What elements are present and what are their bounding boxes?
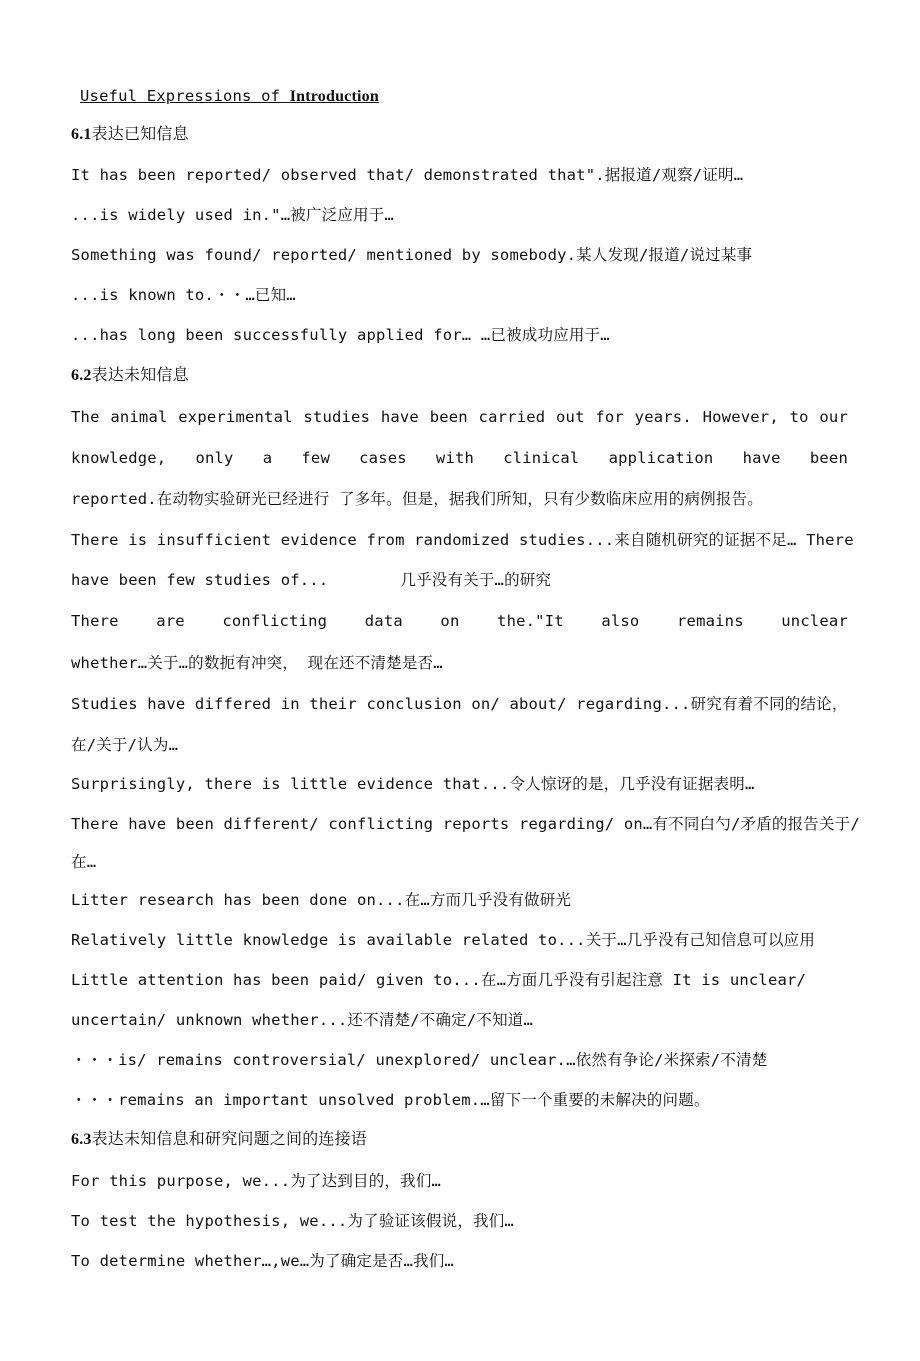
- section-heading-6-2: [71, 364, 189, 388]
- text-line: There are conflicting data on the."It also remains unclear: [71, 612, 848, 630]
- text-fragment: have been few studies of...: [71, 571, 329, 589]
- section-number: 6.3: [71, 1131, 92, 1148]
- section-number: 6.2: [71, 367, 92, 384]
- section-heading-6-3: [71, 1128, 367, 1152]
- text-line: Litter research has been done on...在…方而几乎没有做研光: [71, 891, 572, 909]
- text-line: The animal experimental studies have been carried out for years. However, to our: [71, 408, 848, 426]
- text-line: [71, 568, 551, 592]
- text-line: ...has long been successfully applied for… …已被成功应用于…: [71, 326, 610, 344]
- text-line: whether…关于…的数扼有冲突， 现在还不清楚是否…: [71, 654, 443, 672]
- section-label: 表达未知信息: [91, 367, 189, 384]
- text-line: It has been reported/ observed that/ demonstrated that".据报道/观察/证明…: [71, 166, 744, 184]
- text-line: knowledge, only a few cases with clinical application have been: [71, 449, 848, 467]
- text-line: reported.在动物实验研光已经进行 了多年。但是，据我们所知，只有少数临床应用的病例报告。: [71, 490, 763, 508]
- text-line: Relatively little knowledge is available related to...关于…几乎没有己知信息可以应用: [71, 931, 816, 949]
- text-line: To test the hypothesis, we...为了验证该假说，我们…: [71, 1212, 514, 1230]
- section-label: 表达未知信息和研究问题之间的连接语: [91, 1131, 368, 1148]
- text-line: For this purpose, we...为了达到目的，我们…: [71, 1172, 442, 1190]
- document-title: [80, 84, 379, 109]
- text-line: 在/关于/认为…: [71, 736, 179, 754]
- text-line: uncertain/ unknown whether...还不清楚/不确定/不知道…: [71, 1011, 534, 1029]
- text-line: To determine whether…,we…为了确定是否…我们…: [71, 1252, 454, 1270]
- title-prefix: Useful Expressions of: [80, 87, 290, 105]
- text-line: ・・・remains an important unsolved problem.…留下一个重要的未解决的问题。: [71, 1091, 710, 1109]
- text-line: Something was found/ reported/ mentioned by somebody.某人发现/报道/说过某事: [71, 246, 753, 264]
- section-label: 表达已知信息: [91, 126, 189, 143]
- text-line: ...is known to.・・…已知…: [71, 286, 296, 304]
- text-line: There is insufficient evidence from randomized studies...来自随机研究的证据不足… There: [71, 531, 854, 549]
- text-line: Studies have differed in their conclusion on/ about/ regarding...研究有着不同的结论，: [71, 695, 848, 713]
- section-heading-6-1: [71, 123, 189, 147]
- text-line: ...is widely used in."…被广泛应用于…: [71, 206, 394, 224]
- text-line: Surprisingly, there is little evidence that...令人惊讶的是，几乎没有证据表明…: [71, 775, 755, 793]
- title-bold: Introduction: [289, 88, 379, 105]
- section-number: 6.1: [71, 126, 92, 143]
- text-fragment: 几乎没有关于…的研究: [400, 571, 552, 589]
- text-line: Little attention has been paid/ given to...在…方面几乎没有引起注意 It is unclear/: [71, 971, 807, 989]
- text-line: ・・・is/ remains controversial/ unexplored/ unclear.…依然有争论/米探索/不清楚: [71, 1051, 768, 1069]
- text-line: 在…: [71, 853, 97, 871]
- text-line: There have been different/ conflicting reports regarding/ on…有不同白勺/矛盾的报告关于/: [71, 815, 860, 833]
